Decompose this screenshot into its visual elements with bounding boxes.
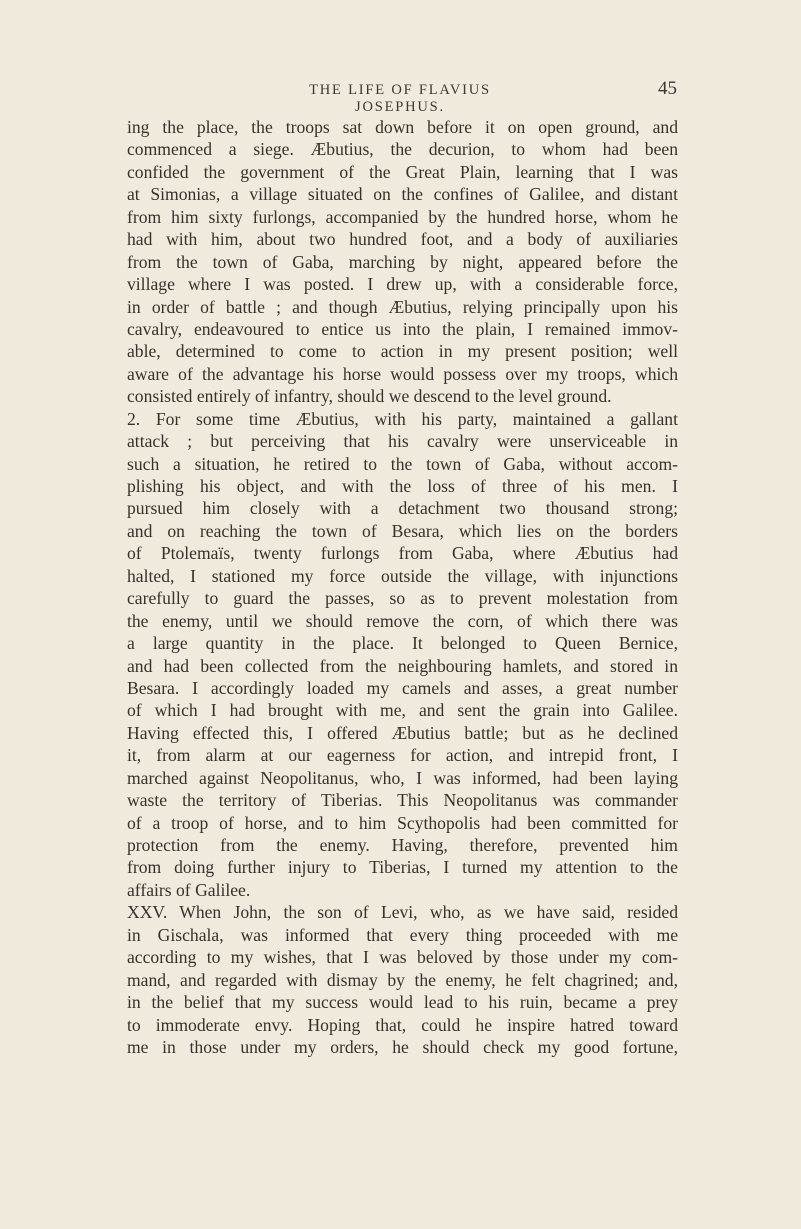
text-line: in Gischala, was informed that every thing proceeded with me	[127, 924, 678, 945]
text-line: the enemy, until we should remove the corn, of which there was	[127, 610, 678, 631]
running-title: THE LIFE OF FLAVIUS JOSEPHUS.	[309, 82, 491, 115]
text-line: ing the place, the troops sat down before it on open ground, and	[127, 117, 678, 137]
text-line: and had been collected from the neighbouring hamlets, and stored in	[127, 655, 678, 676]
text-line: to immoderate envy. Hoping that, could he inspire hatred toward	[127, 1014, 678, 1035]
text-line: and on reaching the town of Besara, which lies on the borders	[127, 520, 678, 541]
text-line: able, determined to come to action in my present position; well	[127, 341, 678, 362]
text-line: carefully to guard the passes, so as to prevent molestation from	[127, 588, 678, 609]
text-line: from him sixty furlongs, accompanied by the hundred horse, whom he	[127, 206, 678, 227]
text-line: had with him, about two hundred foot, and a body of auxiliaries	[127, 229, 678, 250]
text-line: village where I was posted. I drew up, with a considerable force,	[127, 274, 678, 295]
text-line: plishing his object, and with the loss of three of his men. I	[127, 476, 678, 496]
body-text	[127, 116, 678, 1058]
text-line: at Simonias, a village situated on the confines of Galilee, and distant	[127, 184, 678, 205]
text-line: of which I had brought with me, and sent the grain into Galilee.	[127, 700, 678, 721]
text-line: such a situation, he retired to the town of Gaba, without accom-	[127, 453, 678, 474]
text-line: attack ; but perceiving that his cavalry were unserviceable in	[127, 431, 678, 452]
text-line: of a troop of horse, and to him Scythopolis had been committed for	[127, 812, 678, 833]
text-line: in the belief that my success would lead to his ruin, became a prey	[127, 992, 678, 1013]
text-line: aware of the advantage his horse would possess over my troops, which	[127, 363, 678, 384]
text-line: waste the territory of Tiberias. This Neopolitanus was commander	[127, 790, 678, 811]
text-line: from doing further injury to Tiberias, I turned my attention to the	[127, 857, 678, 878]
text-line: according to my wishes, that I was beloved by those under my com-	[127, 947, 678, 968]
text-line: in order of battle ; and though Æbutius, relying principally upon his	[127, 296, 678, 317]
text-line: Besara. I accordingly loaded my camels and asses, a great number	[127, 677, 678, 698]
text-line: halted, I stationed my force outside the village, with injunctions	[127, 565, 678, 586]
text-line: marched against Neopolitanus, who, I was informed, had been laying	[127, 767, 678, 788]
text-line: from the town of Gaba, marching by night, appeared before the	[127, 251, 678, 272]
text-line: me in those under my orders, he should check my good fortune,	[127, 1036, 678, 1057]
text-line: cavalry, endeavoured to entice us into the plain, I remained immov-	[127, 318, 678, 339]
text-line: XXV. When John, the son of Levi, who, as we have said, resided	[127, 902, 678, 923]
text-line: it, from alarm at our eagerness for action, and intrepid front, I	[127, 745, 678, 766]
text-line: consisted entirely of infantry, should we descend to the level ground.	[127, 386, 612, 407]
page-number: 45	[658, 78, 677, 99]
text-line: affairs of Galilee.	[127, 879, 251, 900]
text-line: mand, and regarded with dismay by the enemy, he felt chagrined; and,	[127, 969, 678, 990]
text-line: pursued him closely with a detachment two thousand strong;	[127, 498, 678, 519]
text-line: commenced a siege. Æbutius, the decurion, to whom had been	[127, 139, 678, 160]
text-line: 2. For some time Æbutius, with his party, maintained a gallant	[127, 408, 678, 429]
text-line: a large quantity in the place. It belonged to Queen Bernice,	[127, 633, 678, 654]
text-line: of Ptolemaïs, twenty furlongs from Gaba, where Æbutius had	[127, 543, 678, 564]
text-line: confided the government of the Great Plain, learning that I was	[127, 161, 678, 182]
text-line: Having effected this, I offered Æbutius battle; but as he declined	[127, 722, 678, 743]
text-line: protection from the enemy. Having, therefore, prevented him	[127, 835, 678, 855]
